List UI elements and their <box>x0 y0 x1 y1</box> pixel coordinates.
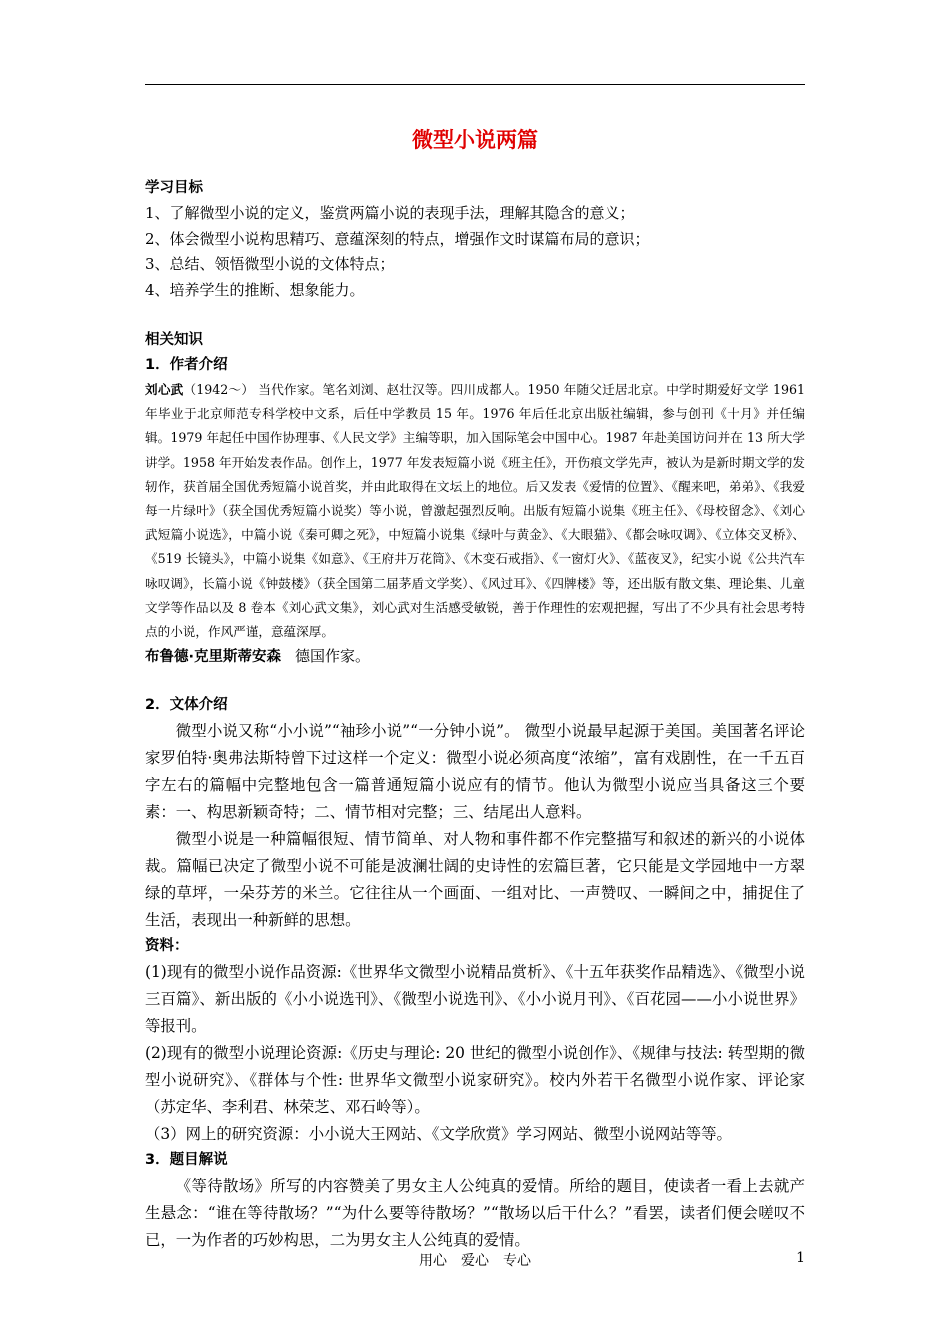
objectives-heading: 学习目标 <box>145 180 203 196</box>
resource-item: （3）网上的研究资源：小小说大王网站、《文学欣赏》学习网站、微型小说网站等等。 <box>145 1124 732 1143</box>
spacer <box>145 303 805 328</box>
document-title: 微型小说两篇 <box>412 128 538 152</box>
title-note-paragraph: 《等待散场》所写的内容赞美了男女主人公纯真的爱情。所给的题目，使读者一看上去就产生悬念：“谁在等待散场？”“为什么要等待散场？”“散场以后干什么？”看罢，读者们便会嗟叹不已，一为作者的巧妙构思，二为男女主人公纯真的爱情。 <box>145 1176 805 1249</box>
resource-item: (2)现有的微型小说理论资源:《历史与理论: 20 世纪的微型小说创作》、《规律与技法: 转型期的微型小说研究》、《群体与个性: 世界华文微型小说家研究》。校内外若干名微型小说作家、评论家（苏定华、李利君、林荣芝、邓石岭等）。 <box>145 1043 805 1116</box>
genre-paragraph: 微型小说又称“小小说”“袖珍小说”“一分钟小说”。 微型小说最早起源于美国。美国著名评论家罗伯特·奥弗法斯特曾下过这样一个定义：微型小说必须高度“浓缩”，富有戏剧性，在一千五百字左右的篇幅中完整地包含一篇普通短篇小说应有的情节。他认为微型小说应当具备这三个要素：一、构思新颖奇特；二、情节相对完整；三、结尾出人意料。 <box>145 721 805 821</box>
resources-heading: 资料： <box>145 937 189 954</box>
author-bio-brust-text: 德国作家。 <box>295 647 371 666</box>
author-bio-liu <box>145 378 805 644</box>
footer-motto: 用心 爱心 专心 <box>419 1253 531 1269</box>
objective-item: 1、了解微型小说的定义，鉴赏两篇小说的表现手法，理解其隐含的意义； <box>145 204 635 222</box>
knowledge-heading: 相关知识 <box>145 332 203 348</box>
spacer <box>145 671 805 693</box>
author-bio-liu-text: （1942～） 当代作家。笔名刘浏、赵壮汉等。四川成都人。1950 年随父迁居北京。中学时期爱好文学 1961 年毕业于北京师范专科学校中文系，后任中学教员 15 年。1976 年后任北京出版社编辑，参与创刊《十月》并任编辑。1979 年起任中国作协理事、《人民文学》主编等职，加入国际笔会中国中心。1987 年赴美国访问并在 13 所大学讲学。1958 年开始发表作品。创作上，1977 年发表短篇小说《班主任》，开伤痕文学先声，被认为是新时期文学的发轫作，获首届全国优秀短篇小说首奖，并由此取得在文坛上的地位。后又发表《爱情的位置》、《醒来吧，弟弟》、《我爱每一片绿叶》（获全国优秀短篇小说奖）等小说，曾激起强烈反响。出版有短篇小说集《班主任》、《母校留念》、《刘心武短篇小说选》，中篇小说《秦可卿之死》，中短篇小说集《绿叶与黄金》、《大眼猫》、《都会咏叹调》、《立体交叉桥》、《519 长镜头》，中篇小说集《如意》、《王府井万花筒》、《木变石戒指》、《一窗灯火》、《蓝夜叉》，纪实小说《公共汽车咏叹调》，长篇小说《钟鼓楼》（获全国第二届茅盾文学奖）、《风过耳》、《四牌楼》等，还出版有散文集、理论集、儿童文学等作品以及 8 卷本《刘心武文集》，刘心武对生活感受敏锐，善于作理性的宏观把握，写出了不少具有社会思考特点的小说，作风严谨，意蕴深厚。 <box>145 382 806 640</box>
objective-item: 4、培养学生的推断、想象能力。 <box>145 280 365 299</box>
resource-item: (1)现有的微型小说作品资源:《世界华文微型小说精品赏析》、《十五年获奖作品精选》、《微型小说三百篇》、新出版的《小小说选刊》、《微型小说选刊》、《小小说月刊》、《百花园——小小说世界》 等报刊。 <box>145 962 805 1035</box>
page-number: 1 <box>796 1250 805 1266</box>
genre-paragraph: 微型小说是一种篇幅很短、情节简单、对人物和事件都不作完整描写和叙述的新兴的小说体裁。篇幅已决定了微型小说不可能是波澜壮阔的史诗性的宏篇巨著，它只能是文学园地中一方翠绿的草坪，一朵芬芳的米兰。它往往从一个画面、一组对比、一声赞叹、一瞬间之中，捕捉住了生活，表现出一种新鲜的思想。 <box>145 829 805 929</box>
author-name-brust: 布鲁德·克里斯蒂安森 <box>145 649 282 666</box>
header-rule <box>145 84 805 85</box>
author-name-liu: 刘心武 <box>145 382 184 397</box>
objective-item: 2、体会微型小说构思精巧、意蕴深刻的特点，增强作文时谋篇布局的意识； <box>145 229 650 248</box>
document-body <box>145 176 805 1254</box>
genre-heading: 2．文体介绍 <box>145 696 228 713</box>
title-note-heading: 3．题目解说 <box>145 1151 228 1168</box>
author-bio-brust <box>145 644 805 671</box>
objective-item: 3、总结、领悟微型小说的文体特点； <box>145 255 395 273</box>
author-heading: 1．作者介绍 <box>145 357 228 373</box>
